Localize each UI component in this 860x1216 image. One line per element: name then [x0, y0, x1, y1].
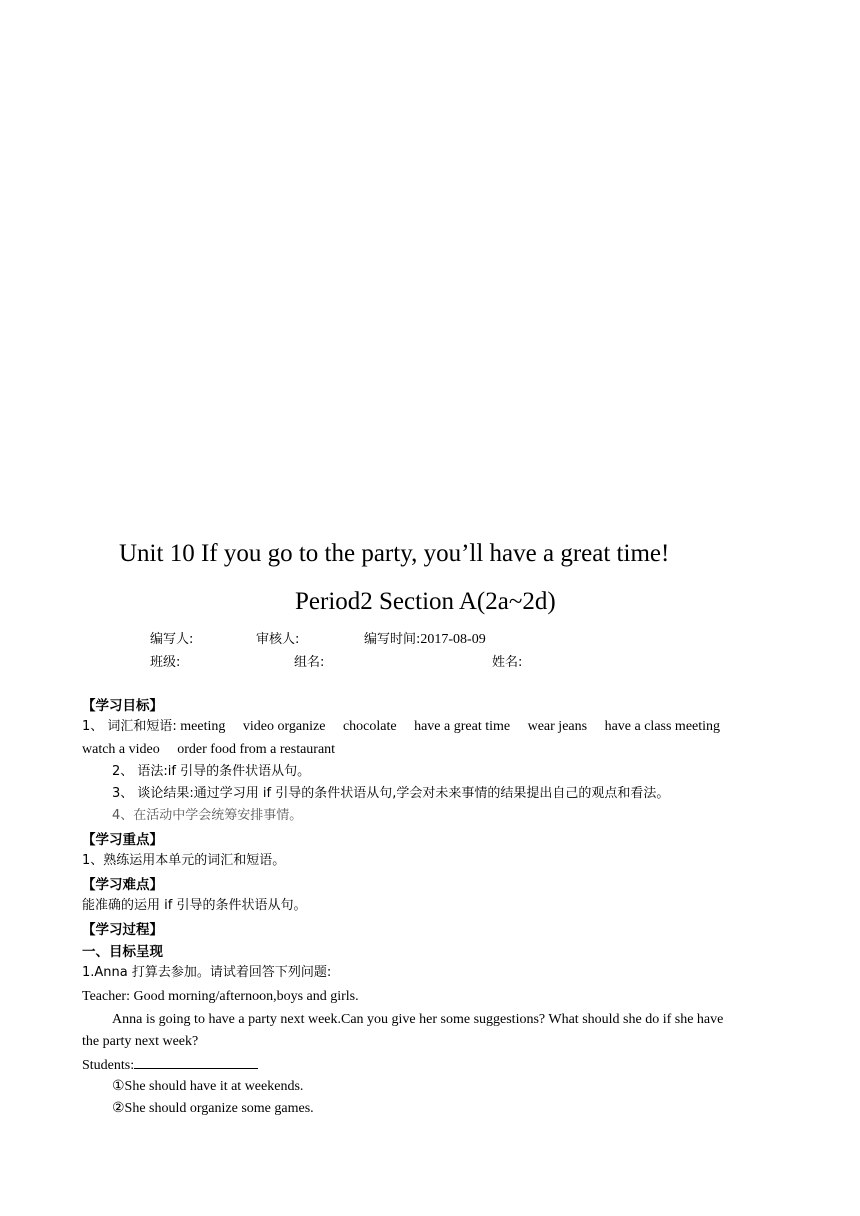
- period-title: Period2 Section A(2a~2d): [295, 588, 556, 615]
- objectives-heading: 【学习目标】: [82, 698, 163, 714]
- vocab-item: order food from a restaurant: [177, 742, 336, 757]
- vocab-item: have a class meeting: [604, 719, 721, 734]
- process-heading: 【学习过程】: [82, 922, 163, 938]
- vocab-item: watch a video: [82, 742, 160, 757]
- answer-1: ①She should have it at weekends.: [112, 1079, 304, 1094]
- objective-vocab-line-2: [82, 739, 349, 761]
- vocab-item: meeting: [180, 719, 226, 734]
- objective-item-3: 3、 谈论结果:通过学习用 if 引导的条件状语从句,学会对未来事情的结果提出自己的观点和看法。: [112, 786, 670, 801]
- class-label: 班级:: [150, 655, 181, 670]
- time-label: 编写时间:: [364, 632, 421, 647]
- vocab-item: wear jeans: [527, 719, 588, 734]
- vocab-item: have a great time: [414, 719, 511, 734]
- objective-vocab-line: [82, 716, 734, 738]
- reviewer-label: 审核人:: [256, 632, 300, 647]
- unit-title: Unit 10 If you go to the party, you’ll have a great time!: [119, 540, 670, 567]
- time-field: [364, 628, 486, 648]
- writer-label: 编写人:: [150, 632, 194, 647]
- answer-blank[interactable]: [134, 1054, 258, 1069]
- time-value: 2017-08-09: [420, 632, 486, 647]
- answer-2: ②She should organize some games.: [112, 1101, 314, 1116]
- objective-item-2: 2、 语法:if 引导的条件状语从句。: [112, 764, 311, 779]
- students-label: Students:: [82, 1058, 135, 1073]
- key-points-text: 1、熟练运用本单元的词汇和短语。: [82, 853, 286, 868]
- name-label: 姓名:: [492, 655, 523, 670]
- process-subheading: 一、目标呈现: [82, 944, 163, 960]
- group-label: 组名:: [294, 655, 325, 670]
- question-line-1: Anna is going to have a party next week.Can you give her some suggestions? What should she do if she have: [112, 1012, 724, 1027]
- objective-item-4: 4、在活动中学会统筹安排事情。: [112, 808, 303, 823]
- teacher-line: Teacher: Good morning/afternoon,boys and girls.: [82, 989, 359, 1004]
- objective-item1-prefix: 1、 词汇和短语:: [82, 719, 177, 734]
- question-line-2: the party next week?: [82, 1034, 199, 1049]
- vocab-item: video organize: [242, 719, 326, 734]
- process-intro: 1.Anna 打算去参加。请试着回答下列问题:: [82, 965, 332, 980]
- difficulties-text: 能准确的运用 if 引导的条件状语从句。: [82, 898, 307, 913]
- students-line: [82, 1054, 258, 1077]
- key-points-heading: 【学习重点】: [82, 832, 163, 848]
- vocab-item: chocolate: [342, 719, 397, 734]
- difficulties-heading: 【学习难点】: [82, 877, 163, 893]
- vocab-list: [180, 719, 734, 734]
